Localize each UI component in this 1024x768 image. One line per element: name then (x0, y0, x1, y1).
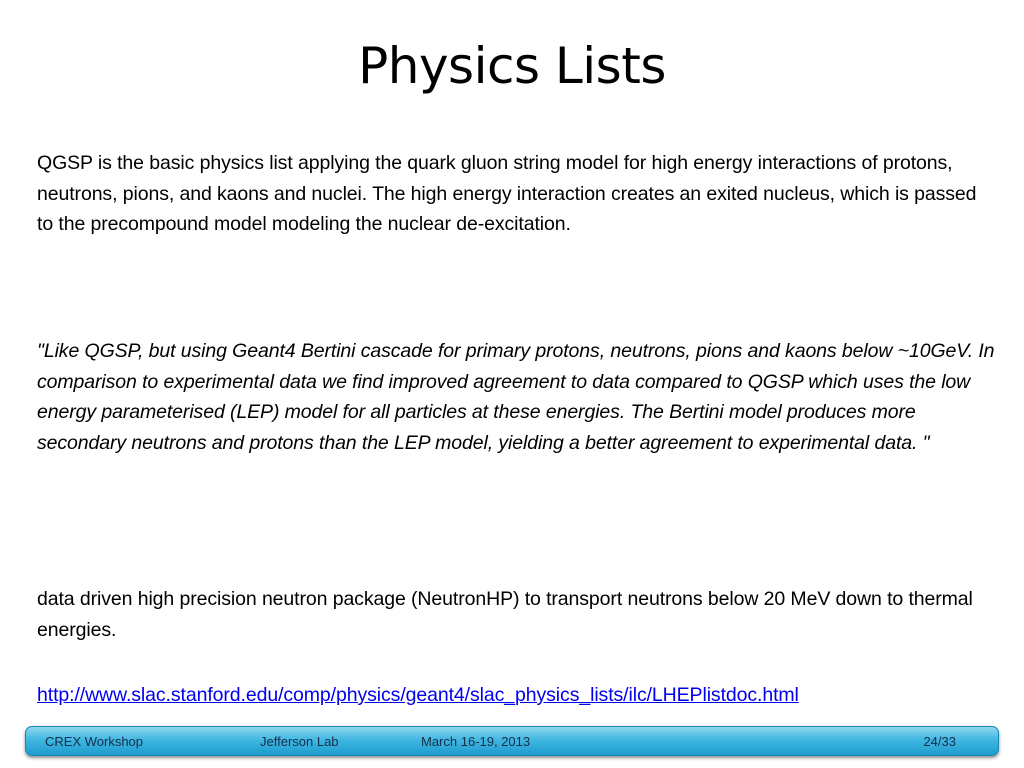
footer-page-number: 24/33 (923, 734, 956, 749)
bertini-quote-paragraph: "Like QGSP, but using Geant4 Bertini cascade for primary protons, neutrons, pions and kaons below ~10GeV. In comparison to experimental data we find improved agreement to data compared to QGSP which uses the low energy parameterised (LEP) model for all particles at these energies. The Bertini model produces more secondary neutrons and protons than the LEP model, yielding a better agreement to experimental data. " (37, 340, 995, 454)
slide-title: Physics Lists (358, 37, 666, 95)
footer-venue: Jefferson Lab (260, 734, 339, 749)
footer-event: CREX Workshop (45, 734, 144, 749)
footer-bar (25, 726, 999, 756)
slac-physics-lists-link[interactable]: http://www.slac.stanford.edu/comp/physics/geant4/slac_physics_lists/ilc/LHEPlistdoc.html (37, 684, 799, 706)
qgsp-paragraph: QGSP is the basic physics list applying the quark gluon string model for high energy interactions of protons, neutrons, pions, and kaons and nuclei. The high energy interaction creates an exited nucleus, which is passed to the precompound model modeling the nuclear de-excitation. (37, 152, 977, 235)
neutronhp-paragraph: data driven high precision neutron package (NeutronHP) to transport neutrons below 20 MeV down to thermal energies. (37, 588, 973, 641)
footer-date: March 16-19, 2013 (421, 734, 531, 749)
